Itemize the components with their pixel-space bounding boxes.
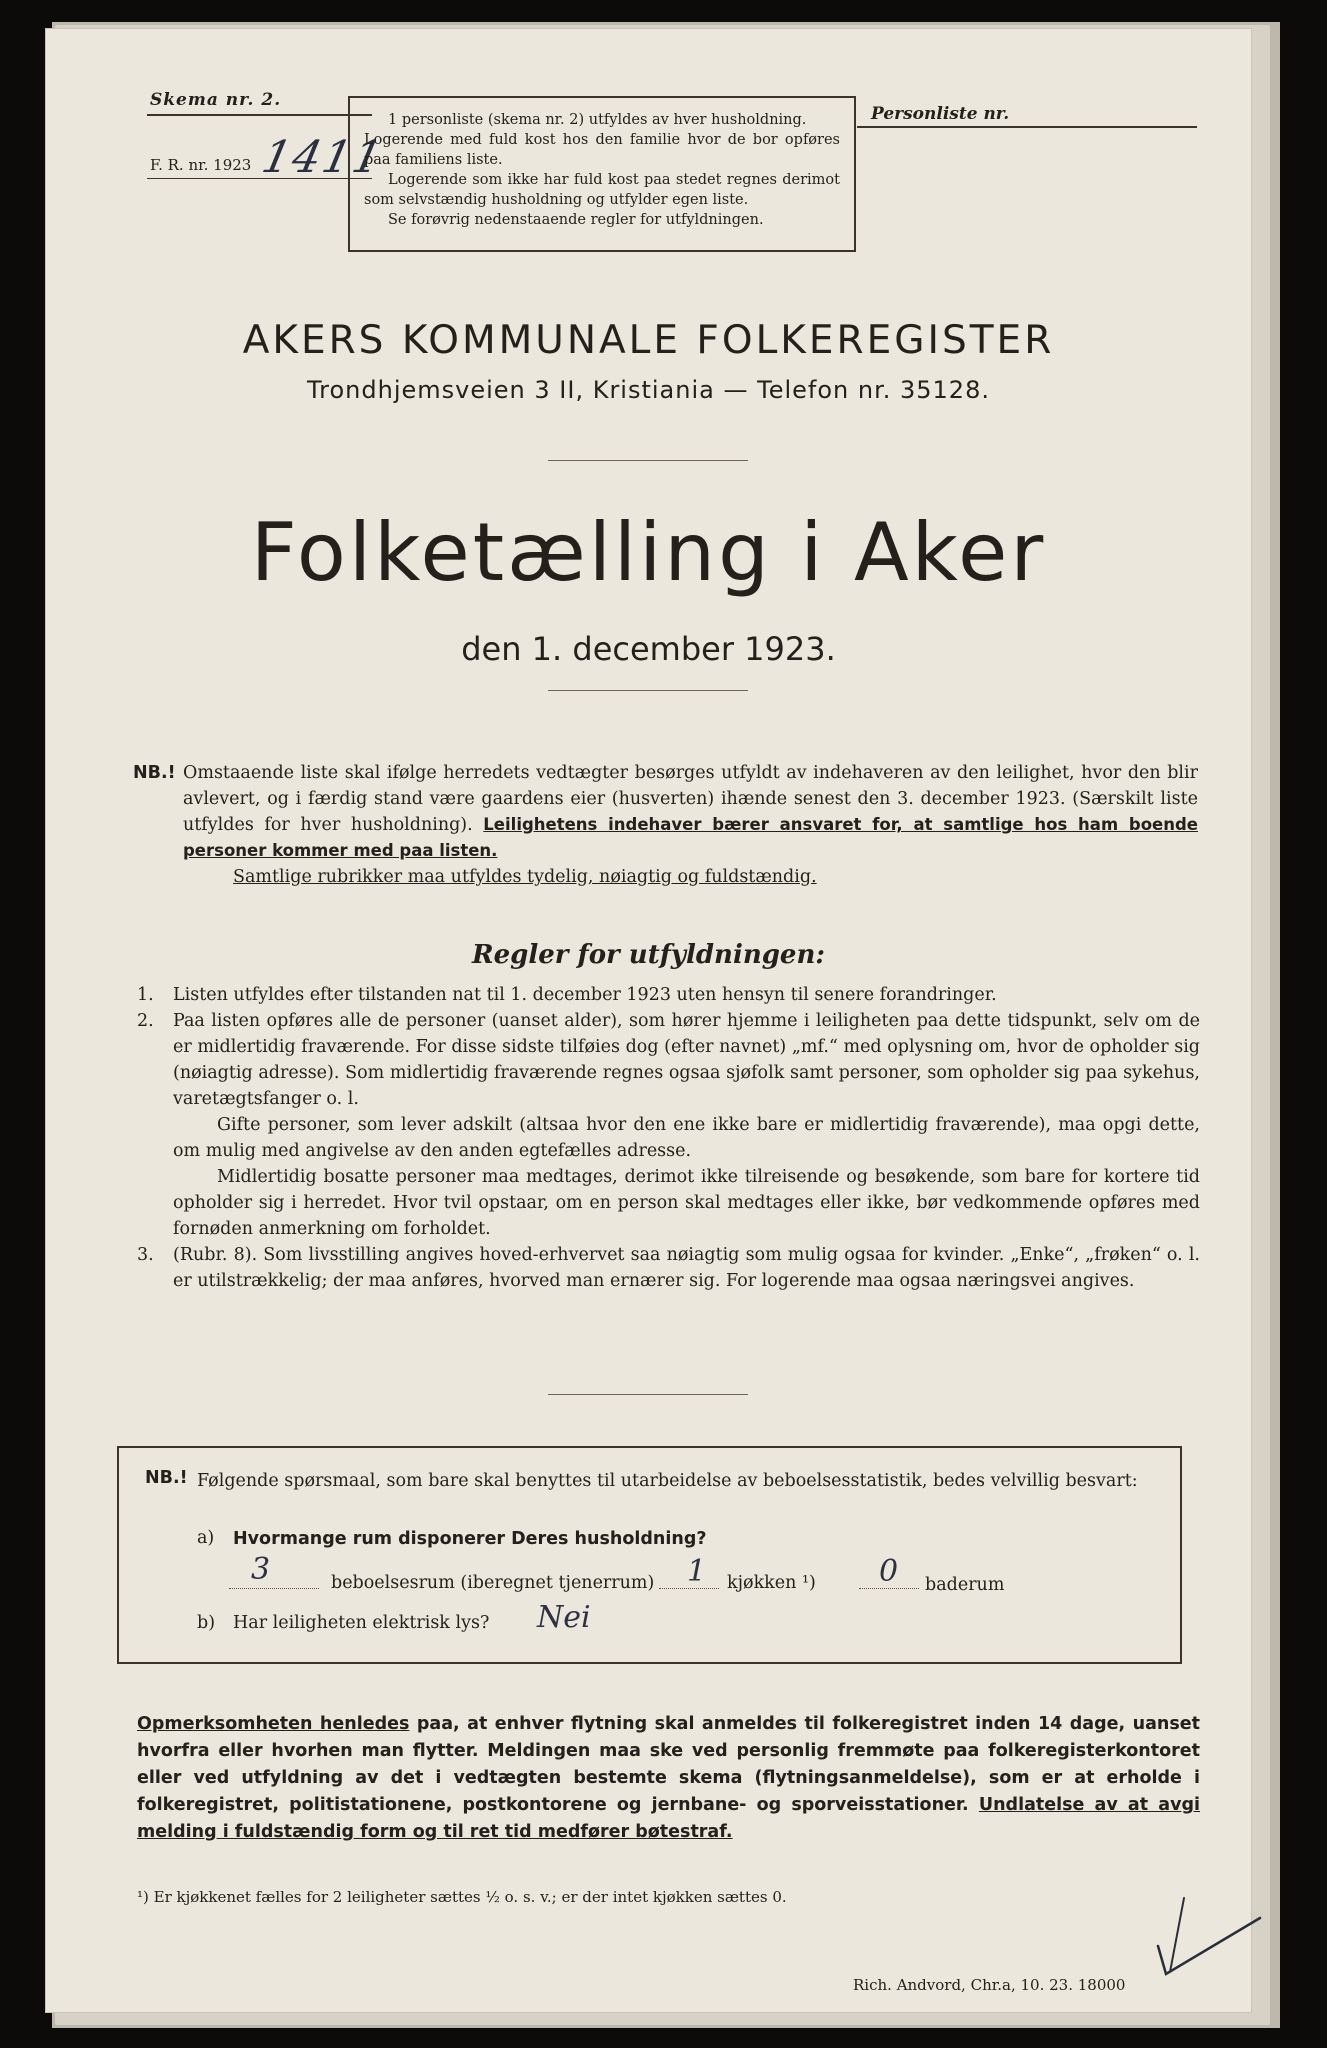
moving-notice [137, 1711, 1200, 1846]
check-mark-icon [1150, 1888, 1270, 1978]
census-form [45, 28, 1252, 2013]
footnote: ¹) Er kjøkkenet fælles for 2 leiligheter sættes ½ o. s. v.; er der intet kjøkken sættes 0. [137, 1888, 787, 1906]
rules-list [137, 982, 1200, 1294]
divider [147, 114, 372, 116]
nb-notice [133, 760, 1198, 890]
notice-penalty: Undlatelse av at avgi melding i fuldstændig form og til ret tid medfører bøtestraf. [137, 1795, 1201, 1842]
personliste-label: Personliste nr. [871, 104, 1010, 124]
kitchen-answer: 1 [687, 1554, 707, 1589]
fr-number-handwritten: 1411 [257, 132, 389, 183]
rule-number: 3. [137, 1245, 154, 1265]
rule-text: (Rubr. 8). Som livsstilling angives hoved-erhvervet saa nøiagtig som mulig ogsaa for kvinder. „Enke“, „frøken“ o. l. er utilstrækkelig; der maa anføres, hvorved man ernærer sig. For logerende maa ogsaa næringsvei angives. [173, 1245, 1200, 1291]
rule-text: Midlertidig bosatte personer maa medtages, derimot ikke tilreisende og besøkende, som bare for kortere tid opholder sig i herredet. Hvor tvil opstaar, om en person skal medtages eller ikke, bør vedkommende opføres med fornøden anmerkning om forholdet. [173, 1167, 1200, 1239]
organization-name: AKERS KOMMUNALE FOLKEREGISTER [242, 318, 1055, 363]
notice-body: paa, at enhver flytning skal anmeldes til folkeregistret inden 14 dage, uanset hvorfra eller hvorhen man flytter. Meldingen maa ske ved personlig fremmøte paa folkeregisterkontoret eller ved utfyldning av det i vedtægten bestemte skema (flytningsanmeldelse), som er at erholde i folkeregistret, politistationene, postkontorene og jernbane- og sporveisstationer. [137, 1714, 1200, 1815]
nb-text: Omstaaende liste skal ifølge herredets vedtægter besørges utfyldt av indehaveren av den leilighet, hvor den blir avlevert, og i færdig stand være gaardens eier (husverten) ihænde senest den 3. december 1923. (Særskilt liste utfyldes for hver husholdning). [183, 763, 1198, 835]
bath-answer: 0 [879, 1554, 899, 1589]
kitchen-label: kjøkken ¹) [727, 1573, 816, 1593]
rule-text: Paa listen opføres alle de personer (uanset alder), som hører hjemme i leiligheten paa dette tidspunkt, selv om de er midlertidig fraværende. For disse sidste tilføies dog (efter navnet) „mf.“ med oplysning om, hvor de opholder sig (nøiagtig adresse). Som midlertidig fraværende regnes ogsaa sjøfolk samt personer, som opholder sig paa sykehus, varetægtsfanger o. l. [173, 1011, 1200, 1109]
printer-imprint: Rich. Andvord, Chr.a, 10. 23. 18000 [853, 1976, 1126, 1994]
rule-item [137, 1242, 1200, 1294]
organization-address: Trondhjemsveien 3 II, Kristiania — Telefon nr. 35128. [307, 376, 990, 404]
household-info-box [348, 96, 856, 252]
question-a: Hvormange rum disponerer Deres husholdning? [233, 1529, 707, 1549]
personliste-field [857, 126, 1197, 128]
nb-responsibility: Leilighetens indehaver bærer ansvaret for, at samtlige hos ham boende personer kommer med paa listen. [183, 815, 1198, 860]
housing-statistics-box [117, 1446, 1182, 1664]
rooms-answer: 3 [251, 1552, 271, 1587]
nb2-intro: Følgende spørsmaal, som bare skal benyttes til utarbeidelse av beboelsesstatistik, bedes velvillig besvart: [197, 1471, 1138, 1491]
question-b: Har leiligheten elektrisk lys? [233, 1613, 490, 1633]
info-line: Logerende som ikke har fuld kost paa stedet regnes derimot som selvstændig husholdning og utfylder egen liste. [364, 172, 840, 208]
rule-text: Gifte personer, som lever adskilt (altsaa hvor den ene ikke bare er midlertidig fraværende), maa opgi dette, om mulig med angivelse av den anden egtefælles adresse. [173, 1115, 1200, 1161]
rule-item [137, 982, 1200, 1008]
rule-text: Listen utfyldes efter tilstanden nat til 1. december 1923 uten hensyn til senere forandringer. [173, 985, 997, 1005]
divider [548, 690, 748, 691]
info-line: 1 personliste (skema nr. 2) utfyldes av hver husholdning. [388, 112, 807, 128]
rooms-field [229, 1588, 319, 1589]
census-date: den 1. december 1923. [461, 630, 836, 668]
fr-number-label: F. R. nr. 1923 [150, 156, 252, 174]
question-b-label: b) [197, 1613, 216, 1633]
nb-label: NB.! [133, 763, 176, 783]
page-title: Folketælling i Aker [250, 506, 1047, 599]
info-line: Logerende med fuld kost hos den familie hvor de bor opføres paa familiens liste. [364, 132, 840, 168]
rules-heading: Regler for utfyldningen: [472, 940, 825, 970]
notice-lead: Opmerksomheten henledes [137, 1714, 410, 1734]
bath-field [859, 1588, 919, 1589]
question-a-label: a) [197, 1528, 215, 1548]
skema-number: Skema nr. 2. [150, 90, 282, 110]
nb2-label: NB.! [145, 1468, 188, 1488]
divider [548, 1394, 748, 1395]
bath-label: baderum [925, 1575, 1005, 1595]
info-line: Se forøvrig nedenstaaende regler for utfyldningen. [388, 212, 764, 228]
kitchen-field [659, 1588, 719, 1589]
rule-number: 2. [137, 1011, 154, 1031]
rooms-label: beboelsesrum (iberegnet tjenerrum) [331, 1573, 655, 1593]
nb-fill-instruction: Samtlige rubrikker maa utfyldes tydelig, nøiagtig og fuldstændig. [233, 867, 817, 887]
rule-number: 1. [137, 985, 154, 1005]
divider [147, 178, 372, 179]
electric-light-answer: Nei [537, 1600, 591, 1635]
rule-item [137, 1008, 1200, 1242]
divider [548, 460, 748, 461]
